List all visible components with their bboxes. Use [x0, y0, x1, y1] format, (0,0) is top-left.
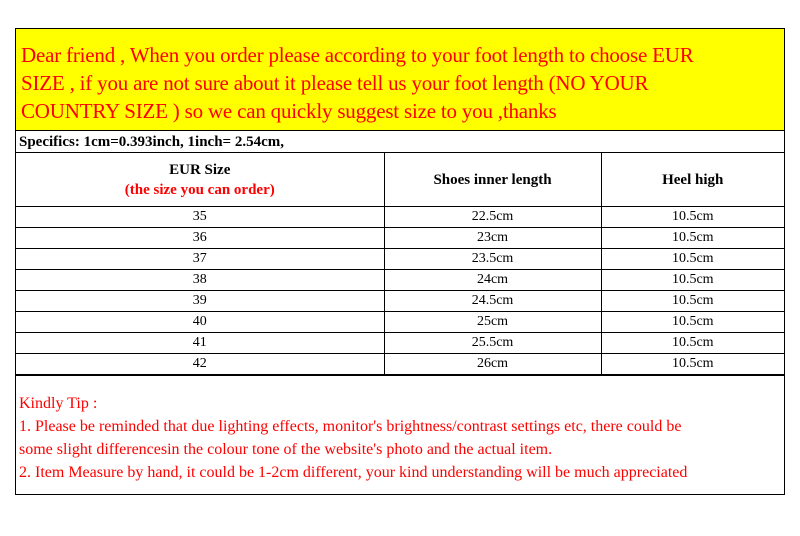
header-eur-size — [16, 153, 384, 207]
cell-heel: 10.5cm — [601, 228, 784, 249]
cell-length: 25cm — [384, 312, 601, 333]
cell-length: 24cm — [384, 270, 601, 291]
size-chart — [15, 28, 785, 495]
cell-eur: 35 — [16, 207, 384, 228]
notice-line: Dear friend , When you order please according to your foot length to choose EUR — [21, 43, 694, 67]
cell-eur: 36 — [16, 228, 384, 249]
table-row — [16, 207, 784, 228]
header-heel-high: Heel high — [601, 153, 784, 207]
size-table — [16, 153, 784, 375]
table-row — [16, 270, 784, 291]
cell-eur: 37 — [16, 249, 384, 270]
cell-length: 23cm — [384, 228, 601, 249]
cell-length: 22.5cm — [384, 207, 601, 228]
specifics-line: Specifics: 1cm=0.393inch, 1inch= 2.54cm, — [16, 131, 784, 153]
table-row — [16, 354, 784, 375]
cell-heel: 10.5cm — [601, 249, 784, 270]
tip-line: 2. Item Measure by hand, it could be 1-2cm different, your kind understanding will be much appreciated — [19, 464, 688, 481]
tips-title: Kindly Tip : — [19, 395, 98, 412]
table-row — [16, 228, 784, 249]
table-row — [16, 312, 784, 333]
cell-heel: 10.5cm — [601, 291, 784, 312]
cell-eur: 41 — [16, 333, 384, 354]
notice-banner — [16, 29, 784, 131]
cell-heel: 10.5cm — [601, 354, 784, 375]
cell-length: 24.5cm — [384, 291, 601, 312]
notice-line: SIZE , if you are not sure about it please tell us your foot length (NO YOUR — [21, 71, 649, 95]
header-inner-length: Shoes inner length — [384, 153, 601, 207]
cell-length: 25.5cm — [384, 333, 601, 354]
header-eur-sublabel: (the size you can order) — [124, 181, 275, 198]
table-header-row — [16, 153, 784, 207]
cell-length: 26cm — [384, 354, 601, 375]
table-row — [16, 291, 784, 312]
tip-line: 1. Please be reminded that due lighting effects, monitor's brightness/contrast settings etc, there could be — [19, 418, 682, 435]
tip-line: some slight differencesin the colour tone of the website's photo and the actual item. — [19, 441, 553, 458]
header-eur-label: EUR Size — [169, 161, 231, 178]
cell-heel: 10.5cm — [601, 207, 784, 228]
cell-eur: 42 — [16, 354, 384, 375]
notice-line: COUNTRY SIZE ) so we can quickly suggest size to you ,thanks — [21, 99, 557, 123]
cell-eur: 40 — [16, 312, 384, 333]
cell-heel: 10.5cm — [601, 333, 784, 354]
cell-length: 23.5cm — [384, 249, 601, 270]
table-row — [16, 333, 784, 354]
cell-eur: 38 — [16, 270, 384, 291]
cell-heel: 10.5cm — [601, 312, 784, 333]
kindly-tips — [16, 375, 784, 494]
cell-heel: 10.5cm — [601, 270, 784, 291]
cell-eur: 39 — [16, 291, 384, 312]
table-row — [16, 249, 784, 270]
